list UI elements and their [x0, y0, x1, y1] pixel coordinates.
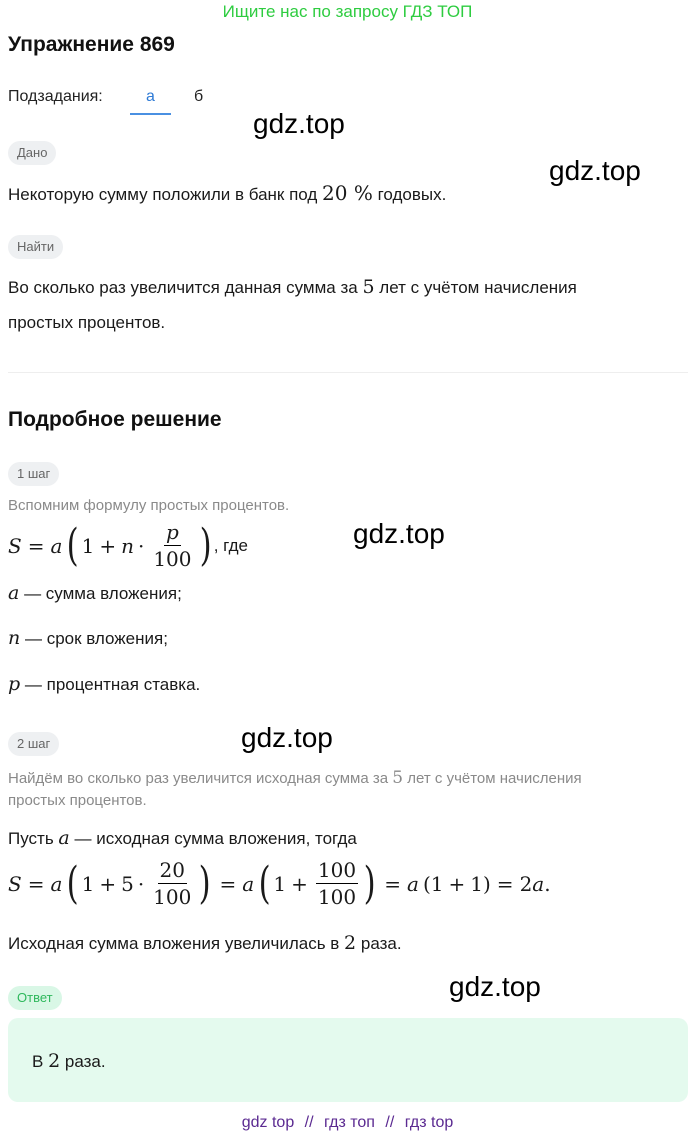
definition-n [8, 627, 168, 649]
top-banner: Ищите нас по запросу ГДЗ ТОП [222, 2, 473, 21]
watermark: gdz.top [253, 108, 345, 139]
footer-links [0, 1114, 695, 1132]
given-text-after: годовых. [377, 185, 447, 204]
footer-separator: // [304, 1114, 314, 1131]
calculation-formula: S = a ( 1 + 5 · $\frac{20}{100}$ ) = a ( 1 + $\frac{100}{100}$ ) = a (1 + 1) = 2 a . [8, 857, 551, 909]
footer-link[interactable]: gdz top [241, 1114, 295, 1131]
definition-var: a [8, 582, 20, 604]
step2-intro-after: лет с учётом начисления [407, 770, 582, 787]
given-percent: 20 % [322, 181, 373, 205]
watermark: gdz.top [353, 518, 445, 549]
step2-intro-before: Найдём во сколько раз увеличится исходная сумма за [8, 770, 389, 787]
given-text-before: Некоторую сумму положили в банк под [8, 185, 318, 204]
find-chip: Найти [8, 235, 63, 259]
formula-suffix: , где [213, 535, 248, 555]
find-line-1 [8, 276, 577, 298]
let-var: a [58, 827, 70, 849]
subtask-tab-a[interactable]: а [146, 88, 155, 105]
find-line-2: простых процентов. [8, 313, 166, 332]
watermark: gdz.top [549, 155, 641, 186]
footer-link[interactable]: гдз top [404, 1114, 454, 1131]
step2-intro-line-2: простых процентов. [8, 792, 147, 809]
step2-let [8, 827, 357, 849]
page-title: Упражнение 869 [8, 33, 175, 56]
step1-intro: Вспомним формулу простых процентов. [8, 497, 290, 514]
given-chip: Дано [8, 141, 56, 165]
definition-text: — процентная ставка. [24, 675, 201, 694]
answer-box [8, 1018, 688, 1102]
watermark: gdz.top [241, 722, 333, 753]
definition-text: — сумма вложения; [24, 584, 182, 603]
subtasks-label: Подзадания: [8, 88, 103, 105]
answer-after: раза. [64, 1052, 106, 1071]
answer-text [32, 1050, 106, 1072]
definition-p [8, 673, 200, 695]
step2-intro-line-1 [8, 768, 582, 788]
conclusion-after: раза. [360, 934, 402, 953]
answer-chip: Ответ [8, 986, 62, 1010]
definition-var: n [8, 627, 21, 649]
footer-separator: // [385, 1114, 395, 1131]
let-after: — исходная сумма вложения, тогда [74, 829, 357, 848]
subtask-tab-b[interactable]: б [194, 88, 204, 105]
find-text-after: лет с учётом начисления [379, 278, 577, 297]
watermark: gdz.top [449, 971, 541, 1002]
step1-chip: 1 шаг [8, 462, 59, 486]
step2-conclusion [8, 932, 402, 954]
given-text [8, 181, 446, 205]
section-divider [8, 372, 688, 373]
definition-a [8, 582, 182, 604]
solution-title: Подробное решение [8, 408, 222, 431]
definition-text: — срок вложения; [24, 629, 168, 648]
answer-num: 2 [48, 1050, 61, 1072]
let-before: Пусть [8, 829, 54, 848]
active-tab-underline [130, 113, 171, 115]
definition-var: p [8, 673, 21, 695]
conclusion-num: 2 [344, 932, 357, 954]
step2-chip: 2 шаг [8, 732, 59, 756]
find-years: 5 [362, 276, 375, 298]
find-text-before: Во сколько раз увеличится данная сумма за [8, 278, 358, 297]
conclusion-before: Исходная сумма вложения увеличилась в [8, 934, 340, 953]
simple-interest-formula: S = a ( 1 + n · $\frac{p}{100}$ ) , где [8, 519, 248, 571]
step2-years: 5 [392, 768, 404, 788]
answer-before: В [32, 1052, 44, 1071]
footer-link[interactable]: гдз топ [324, 1114, 375, 1131]
